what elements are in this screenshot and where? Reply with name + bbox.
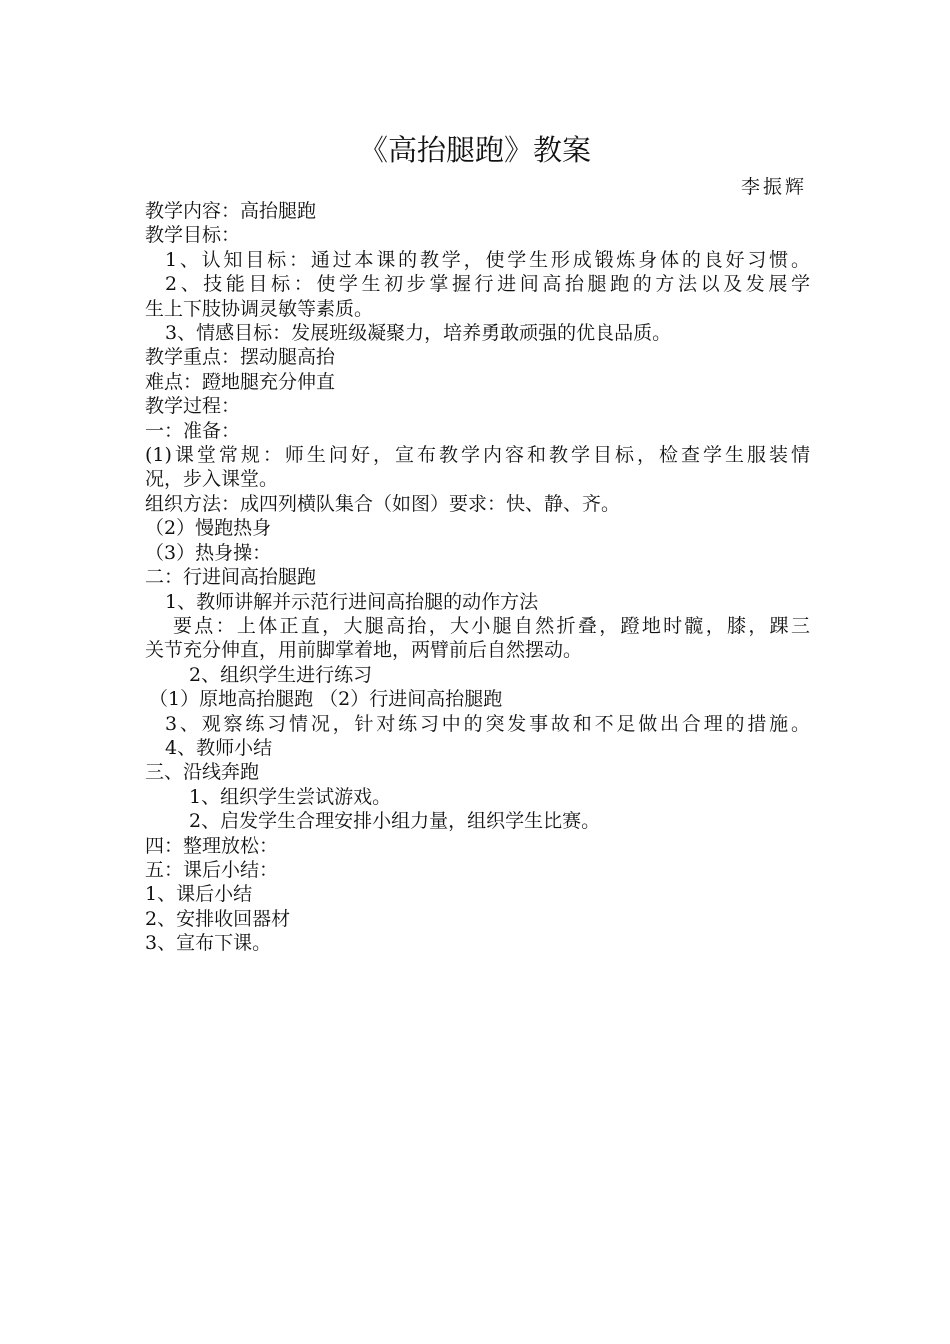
body-line: 1、组织学生尝试游戏。 <box>189 785 392 808</box>
body-line: 3、情感目标：发展班级凝聚力，培养勇敢顽强的优良品质。 <box>165 322 672 345</box>
body-line: 二：行进间高抬腿跑 <box>145 566 317 589</box>
body-line: 3、观察练习情况，针对练习中的突发事故和不足做出合理的措施。 <box>165 712 810 735</box>
body-line: 关节充分伸直，用前脚掌着地，两臂前后自然摆动。 <box>145 639 583 662</box>
body-line: （1）原地高抬腿跑 （2）行进间高抬腿跑 <box>149 688 503 711</box>
body-line: 教学目标： <box>145 224 241 247</box>
body-line: 三、沿线奔跑 <box>145 761 260 784</box>
document-title: 《高抬腿跑》教案 <box>358 133 591 167</box>
body-line: 2、组织学生进行练习 <box>189 663 373 686</box>
body-line: （3）热身操： <box>145 541 272 564</box>
body-line: 4、教师小结 <box>165 736 273 759</box>
body-line: （2）慢跑热身 <box>145 517 272 540</box>
body-line: 四：整理放松： <box>145 834 279 857</box>
body-line: 五：课后小结： <box>145 858 279 881</box>
body-line: 1、认知目标：通过本课的教学，使学生形成锻炼身体的良好习惯。 <box>165 248 810 271</box>
author-name: 李振辉 <box>740 176 807 198</box>
body-line: 一：准备： <box>145 419 241 442</box>
body-line: 1、课后小结 <box>145 883 253 906</box>
body-line: 况，步入课堂。 <box>145 468 279 491</box>
body-line: 2、启发学生合理安排小组力量，组织学生比赛。 <box>189 810 601 833</box>
body-line: 教学内容：高抬腿跑 <box>145 200 317 222</box>
body-line: 组织方法：成四列横队集合（如图）要求：快、静、齐。 <box>145 492 621 515</box>
body-line: (1)课堂常规：师生问好，宣布教学内容和教学目标，检查学生服装情 <box>145 444 810 467</box>
body-line: 2、安排收回器材 <box>145 907 291 930</box>
body-line: 3、宣布下课。 <box>145 932 272 955</box>
body-line: 2、技能目标：使学生初步掌握行进间高抬腿跑的方法以及发展学 <box>165 273 810 296</box>
body-line: 生上下肢协调灵敏等素质。 <box>145 297 374 320</box>
body-line: 教学过程： <box>145 395 241 418</box>
body-line: 1、教师讲解并示范行进间高抬腿的动作方法 <box>165 590 539 613</box>
body-line: 教学重点：摆动腿高抬 <box>145 346 336 369</box>
body-line: 要点：上体正直，大腿高抬，大小腿自然折叠，蹬地时髋，膝，踝三 <box>173 614 810 637</box>
body-line: 难点：蹬地腿充分伸直 <box>145 370 336 393</box>
document-body <box>145 199 810 956</box>
